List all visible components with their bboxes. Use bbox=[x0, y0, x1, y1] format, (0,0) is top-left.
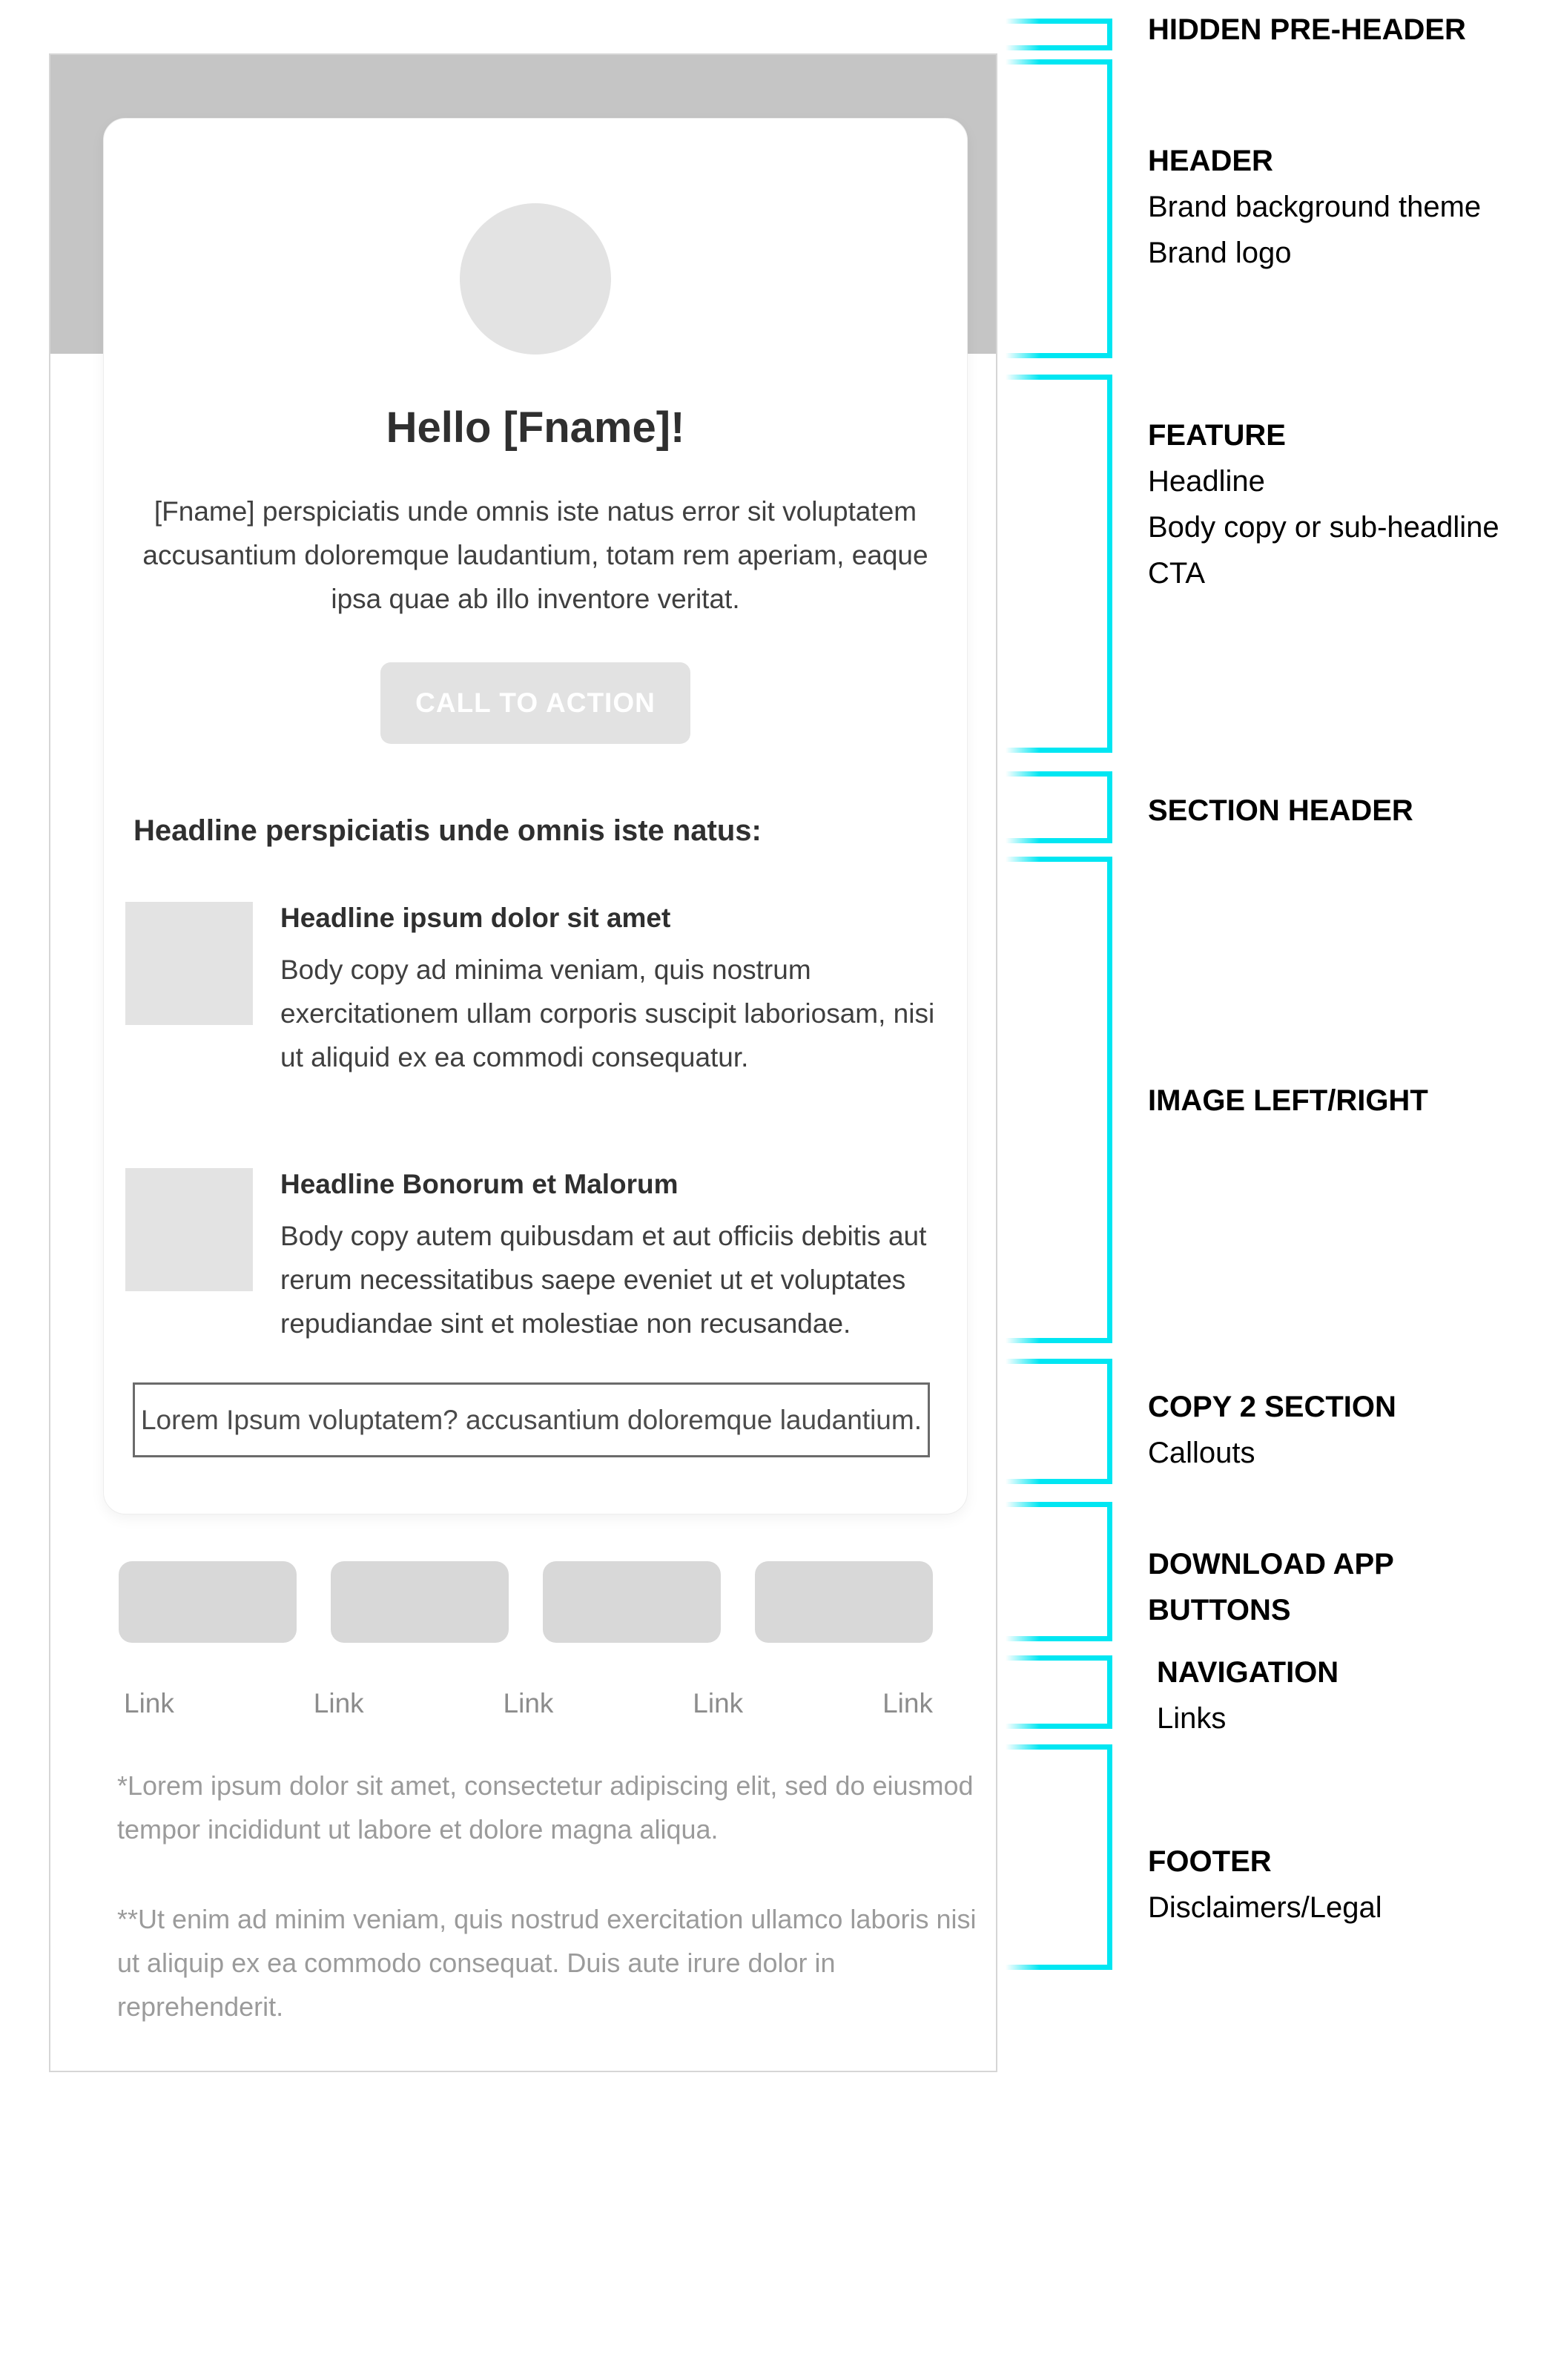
annotation-label-section-header bbox=[1148, 788, 1558, 834]
annotation-title: HEADER bbox=[1148, 145, 1273, 177]
annotation-title: SECTION HEADER bbox=[1148, 794, 1413, 827]
feature-image-placeholder bbox=[125, 902, 253, 1025]
footer-navigation bbox=[124, 1689, 933, 1718]
footer-nav-link-3[interactable]: Link bbox=[503, 1688, 554, 1718]
feature-body-copy: Body copy autem quibusdam et aut officiis debitis aut rerum necessitatibus saepe eveniet ut et voluptates repudiandae sint et molestiae non recusandae. bbox=[280, 1221, 927, 1339]
feature-headline: Headline ipsum dolor sit amet bbox=[280, 903, 671, 933]
disclaimer-paragraph-1: *Lorem ipsum dolor sit amet, consectetur adipiscing elit, sed do eiusmod tempor incididunt ut labore et dolore magna aliqua. bbox=[117, 1770, 974, 1845]
app-store-button-2[interactable] bbox=[331, 1561, 509, 1643]
annotation-line: CTA bbox=[1148, 557, 1206, 590]
annotation-title: IMAGE LEFT/RIGHT bbox=[1148, 1084, 1428, 1117]
footer-nav-link-2[interactable]: Link bbox=[313, 1688, 364, 1718]
annotation-title: FEATURE bbox=[1148, 419, 1286, 452]
feature-headline: Headline Bonorum et Malorum bbox=[280, 1169, 679, 1199]
callout-box: Lorem Ipsum voluptatem? accusantium doloremque laudantium. bbox=[133, 1382, 930, 1457]
disclaimer-paragraph-2: **Ut enim ad minim veniam, quis nostrud exercitation ullamco laboris nisi ut aliquip ex ea commodo consequat. Duis aute irure dolor in reprehenderit. bbox=[117, 1904, 977, 2022]
annotation-title: COPY 2 SECTION bbox=[1148, 1391, 1396, 1423]
email-body-card bbox=[103, 118, 968, 1514]
download-app-buttons-row bbox=[119, 1561, 933, 1643]
email-canvas bbox=[49, 53, 997, 2072]
annotation-bracket-header bbox=[1006, 59, 1112, 358]
annotation-line: Disclaimers/Legal bbox=[1148, 1891, 1382, 1924]
annotation-label-header bbox=[1148, 138, 1558, 276]
annotation-bracket-section-header bbox=[1006, 771, 1112, 843]
app-store-button-1[interactable] bbox=[119, 1561, 297, 1643]
feature-body-copy: Body copy ad minima veniam, quis nostrum exercitationem ullam corporis suscipit laboriosam, nisi ut aliquid ex ea commodi consequatur. bbox=[280, 955, 935, 1072]
feature-text bbox=[280, 1168, 945, 1345]
intro-body-copy: [Fname] perspiciatis unde omnis iste natus error sit voluptatem accusantium doloremque laudantium, totam rem aperiam, eaque ipsa quae ab illo inventore veritat. bbox=[142, 496, 928, 614]
annotation-title: NAVIGATION bbox=[1157, 1656, 1339, 1689]
annotation-bracket-footer bbox=[1006, 1744, 1112, 1970]
annotation-label-footer bbox=[1148, 1839, 1558, 1931]
annotation-label-download-app-buttons bbox=[1148, 1541, 1474, 1633]
feature-image-placeholder bbox=[125, 1168, 253, 1291]
annotation-title: HIDDEN PRE-HEADER bbox=[1148, 13, 1466, 46]
annotation-line: Callouts bbox=[1148, 1437, 1255, 1469]
app-store-button-4[interactable] bbox=[755, 1561, 933, 1643]
annotation-title: DOWNLOAD APP BUTTONS bbox=[1148, 1548, 1394, 1626]
annotation-label-image-left-right bbox=[1148, 1078, 1558, 1124]
greeting-headline: Hello [Fname]! bbox=[386, 403, 685, 452]
feature-text bbox=[280, 902, 945, 1079]
annotation-bracket-download-app bbox=[1006, 1502, 1112, 1641]
annotation-line: Headline bbox=[1148, 465, 1265, 498]
app-store-button-3[interactable] bbox=[543, 1561, 721, 1643]
annotation-label-navigation bbox=[1157, 1649, 1558, 1741]
annotation-line: Links bbox=[1157, 1702, 1227, 1735]
annotation-bracket-navigation bbox=[1006, 1655, 1112, 1729]
annotation-bracket-hidden-pre-header bbox=[1006, 19, 1112, 50]
annotation-line: Brand logo bbox=[1148, 237, 1292, 269]
footer-nav-link-5[interactable]: Link bbox=[882, 1688, 933, 1718]
annotation-label-copy-2-section bbox=[1148, 1384, 1558, 1476]
feature-row-2 bbox=[125, 1168, 945, 1345]
feature-row-1 bbox=[125, 902, 945, 1079]
annotation-bracket-feature bbox=[1006, 375, 1112, 753]
annotation-line: Brand background theme bbox=[1148, 191, 1482, 223]
annotation-bracket-image-left-right bbox=[1006, 857, 1112, 1343]
annotation-line: Body copy or sub-headline bbox=[1148, 511, 1499, 544]
footer-nav-link-1[interactable]: Link bbox=[124, 1688, 174, 1718]
annotation-label-hidden-pre-header bbox=[1148, 7, 1558, 53]
footer-nav-link-4[interactable]: Link bbox=[693, 1688, 744, 1718]
cta-button[interactable]: CALL TO ACTION bbox=[380, 662, 690, 744]
footer-disclaimers bbox=[117, 1764, 996, 2028]
annotation-bracket-copy-2-section bbox=[1006, 1359, 1112, 1484]
section-header: Headline perspiciatis unde omnis iste natus: bbox=[133, 814, 762, 847]
brand-logo-placeholder bbox=[460, 203, 611, 355]
annotation-title: FOOTER bbox=[1148, 1845, 1272, 1878]
annotation-label-feature bbox=[1148, 412, 1558, 596]
